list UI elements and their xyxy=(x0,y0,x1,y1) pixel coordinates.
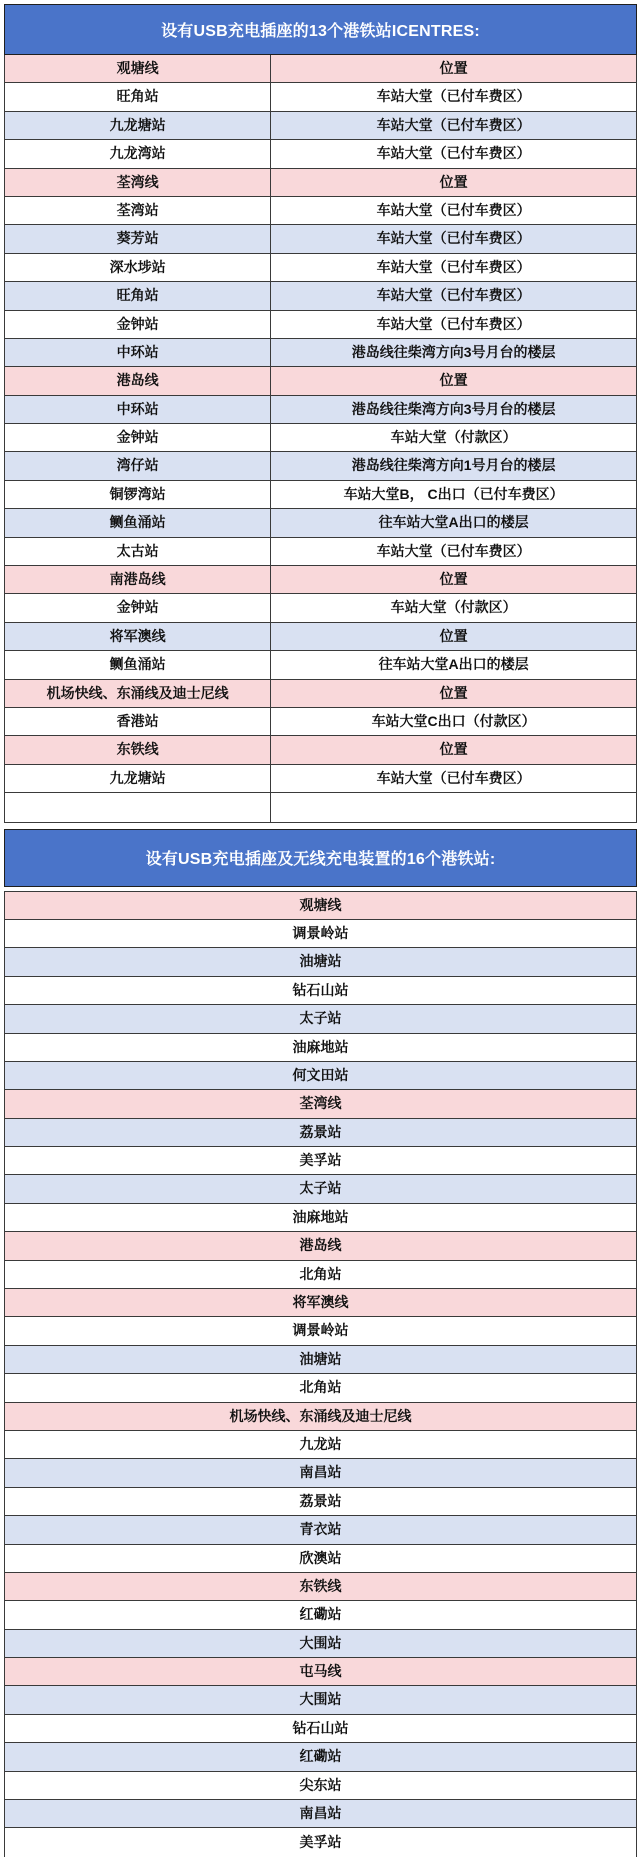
location-cell: 位置 xyxy=(439,627,468,644)
station-cell: 南港岛线 xyxy=(5,566,271,593)
location-cell: 车站大堂（已付车费区） xyxy=(376,145,531,162)
station-row xyxy=(5,1431,636,1459)
location-cell: 车站大堂（已付车费区） xyxy=(376,116,531,133)
location-cell: 车站大堂（已付车费区） xyxy=(376,88,531,105)
location-cell: 车站大堂B， C出口（已付车费区） xyxy=(343,485,564,502)
location-cell: 港岛线往柴湾方向1号月台的楼层 xyxy=(351,457,556,474)
location-cell: 往车站大堂A出口的楼层 xyxy=(378,514,529,531)
station-cell: 油麻地站 xyxy=(292,1038,349,1055)
station-cell: 东铁线 xyxy=(299,1577,342,1594)
station-cell: 北角站 xyxy=(299,1265,342,1282)
station-row xyxy=(5,1828,636,1856)
station-row xyxy=(5,1346,636,1374)
station-cell: 金钟站 xyxy=(5,311,271,338)
station-cell: 旺角站 xyxy=(5,282,271,309)
location-cell: 往车站大堂A出口的楼层 xyxy=(378,656,529,673)
location-cell: 车站大堂（已付车费区） xyxy=(376,201,531,218)
station-row xyxy=(5,83,636,111)
station-row xyxy=(5,1743,636,1771)
station-cell: 钻石山站 xyxy=(292,981,349,998)
station-row xyxy=(5,1261,636,1289)
station-cell: 机场快线、东涌线及迪士尼线 xyxy=(229,1407,412,1424)
station-cell: 何文田站 xyxy=(292,1066,349,1083)
location-cell: 位置 xyxy=(439,173,468,190)
station-row xyxy=(5,1459,636,1487)
station-row xyxy=(5,1147,636,1175)
location-cell: 位置 xyxy=(439,741,468,758)
station-cell: 南昌站 xyxy=(299,1464,342,1481)
station-row xyxy=(5,1062,636,1090)
line-header-row xyxy=(5,1573,636,1601)
station-cell: 南昌站 xyxy=(299,1805,342,1822)
station-cell: 大围站 xyxy=(299,1691,342,1708)
line-header-row xyxy=(5,1232,636,1260)
station-row xyxy=(5,424,636,452)
station-cell: 九龙塘站 xyxy=(5,112,271,139)
station-row xyxy=(5,1204,636,1232)
station-cell: 九龙塘站 xyxy=(5,765,271,792)
line-header-row xyxy=(5,1090,636,1118)
station-row xyxy=(5,1005,636,1033)
station-row xyxy=(5,140,636,168)
location-cell: 位置 xyxy=(439,684,468,701)
station-cell: 鲗鱼涌站 xyxy=(5,509,271,536)
location-cell: 车站大堂（付款区） xyxy=(390,429,517,446)
station-row xyxy=(5,1772,636,1800)
station-row xyxy=(5,1175,636,1203)
location-cell: 港岛线往柴湾方向3号月台的楼层 xyxy=(351,400,556,417)
station-row xyxy=(5,765,636,793)
station-row xyxy=(5,1403,636,1431)
station-cell: 美孚站 xyxy=(299,1152,342,1169)
station-cell: 钻石山站 xyxy=(292,1719,349,1736)
station-row xyxy=(5,1800,636,1828)
line-header-row xyxy=(5,169,636,197)
station-cell: 荃湾站 xyxy=(5,197,271,224)
line-header-row xyxy=(5,1289,636,1317)
line-header-row xyxy=(5,623,636,651)
table-2-title: 设有USB充电插座及无线充电装置的16个港铁站: xyxy=(4,829,637,887)
location-cell: 位置 xyxy=(439,60,468,76)
station-cell: 调景岭站 xyxy=(292,1322,349,1339)
location-cell: 车站大堂（已付车费区） xyxy=(376,258,531,275)
station-cell: 深水埗站 xyxy=(5,254,271,281)
station-row xyxy=(5,1374,636,1402)
station-row xyxy=(5,708,636,736)
station-cell: 荃湾线 xyxy=(5,169,271,196)
station-row xyxy=(5,1601,636,1629)
usb-socket-stations-table xyxy=(4,55,637,823)
station-cell: 大围站 xyxy=(299,1634,342,1651)
station-row xyxy=(5,509,636,537)
station-cell: 太子站 xyxy=(299,1010,342,1027)
station-row xyxy=(5,977,636,1005)
station-row xyxy=(5,481,636,509)
station-cell: 荔景站 xyxy=(299,1492,342,1509)
station-cell: 荔景站 xyxy=(299,1123,342,1140)
station-cell xyxy=(5,793,271,821)
station-cell: 香港站 xyxy=(5,708,271,735)
station-row xyxy=(5,396,636,424)
station-cell: 湾仔站 xyxy=(5,452,271,479)
line-header-row xyxy=(5,55,636,83)
station-row xyxy=(5,282,636,310)
usb-wireless-stations-table xyxy=(4,891,637,1857)
station-row xyxy=(5,920,636,948)
station-row xyxy=(5,225,636,253)
station-cell: 油麻地站 xyxy=(292,1208,349,1225)
station-cell: 九龙湾站 xyxy=(5,140,271,167)
station-cell: 欣澳站 xyxy=(299,1549,342,1566)
station-row xyxy=(5,112,636,140)
usb-socket-stations-section xyxy=(4,4,637,823)
station-cell: 红磡站 xyxy=(299,1748,342,1765)
station-row xyxy=(5,1488,636,1516)
location-cell: 车站大堂（已付车费区） xyxy=(376,542,531,559)
station-row xyxy=(5,538,636,566)
station-row xyxy=(5,311,636,339)
station-cell: 观塘线 xyxy=(299,896,342,913)
station-row xyxy=(5,1034,636,1062)
station-cell: 尖东站 xyxy=(299,1776,342,1793)
station-cell: 铜锣湾站 xyxy=(5,481,271,508)
line-header-row xyxy=(5,680,636,708)
station-row xyxy=(5,1686,636,1714)
station-cell: 机场快线、东涌线及迪士尼线 xyxy=(5,680,271,707)
station-row xyxy=(5,1545,636,1573)
line-header-row xyxy=(5,1658,636,1686)
station-row xyxy=(5,452,636,480)
location-cell: 位置 xyxy=(439,372,468,389)
station-row xyxy=(5,948,636,976)
station-row xyxy=(5,651,636,679)
location-cell: 港岛线往柴湾方向3号月台的楼层 xyxy=(351,343,556,360)
station-cell: 九龙站 xyxy=(299,1435,342,1452)
station-cell: 鲗鱼涌站 xyxy=(5,651,271,678)
station-cell: 葵芳站 xyxy=(5,225,271,252)
station-cell: 中环站 xyxy=(5,339,271,366)
station-cell: 红磡站 xyxy=(299,1606,342,1623)
station-row xyxy=(5,254,636,282)
station-cell: 港岛线 xyxy=(5,367,271,394)
location-cell: 车站大堂C出口（付款区） xyxy=(371,712,536,729)
station-row xyxy=(5,1317,636,1345)
location-cell: 车站大堂（已付车费区） xyxy=(376,769,531,786)
station-row xyxy=(5,1516,636,1544)
station-cell: 青衣站 xyxy=(299,1521,342,1538)
station-cell: 荃湾线 xyxy=(299,1095,342,1112)
location-cell: 位置 xyxy=(439,571,468,588)
station-cell: 油塘站 xyxy=(299,1350,342,1367)
station-cell: 东铁线 xyxy=(5,736,271,763)
station-row xyxy=(5,197,636,225)
station-row xyxy=(5,594,636,622)
location-cell xyxy=(271,793,636,821)
station-cell: 观塘线 xyxy=(5,55,271,82)
station-cell: 金钟站 xyxy=(5,424,271,451)
station-row xyxy=(5,1715,636,1743)
station-cell: 美孚站 xyxy=(299,1833,342,1850)
station-cell: 旺角站 xyxy=(5,83,271,110)
table-1-title: 设有USB充电插座的13个港铁站ICENTRES: xyxy=(4,4,637,55)
station-cell: 屯马线 xyxy=(299,1663,342,1680)
station-cell: 太子站 xyxy=(299,1180,342,1197)
location-cell: 车站大堂（已付车费区） xyxy=(376,287,531,304)
line-header-row xyxy=(5,566,636,594)
station-cell: 中环站 xyxy=(5,396,271,423)
station-cell: 金钟站 xyxy=(5,594,271,621)
station-cell: 油塘站 xyxy=(299,953,342,970)
location-cell: 车站大堂（已付车费区） xyxy=(376,230,531,247)
line-header-row xyxy=(5,892,636,920)
empty-row xyxy=(5,793,636,821)
station-cell: 将军澳线 xyxy=(292,1294,349,1311)
station-row xyxy=(5,1630,636,1658)
location-cell: 车站大堂（已付车费区） xyxy=(376,315,531,332)
usb-wireless-stations-section xyxy=(4,829,637,1857)
location-cell: 车站大堂（付款区） xyxy=(390,599,517,616)
station-row xyxy=(5,339,636,367)
station-cell: 调景岭站 xyxy=(292,924,349,941)
station-cell: 北角站 xyxy=(299,1379,342,1396)
station-cell: 太古站 xyxy=(5,538,271,565)
line-header-row xyxy=(5,736,636,764)
line-header-row xyxy=(5,367,636,395)
station-cell: 港岛线 xyxy=(299,1237,342,1254)
station-row xyxy=(5,1119,636,1147)
station-cell: 将军澳线 xyxy=(5,623,271,650)
